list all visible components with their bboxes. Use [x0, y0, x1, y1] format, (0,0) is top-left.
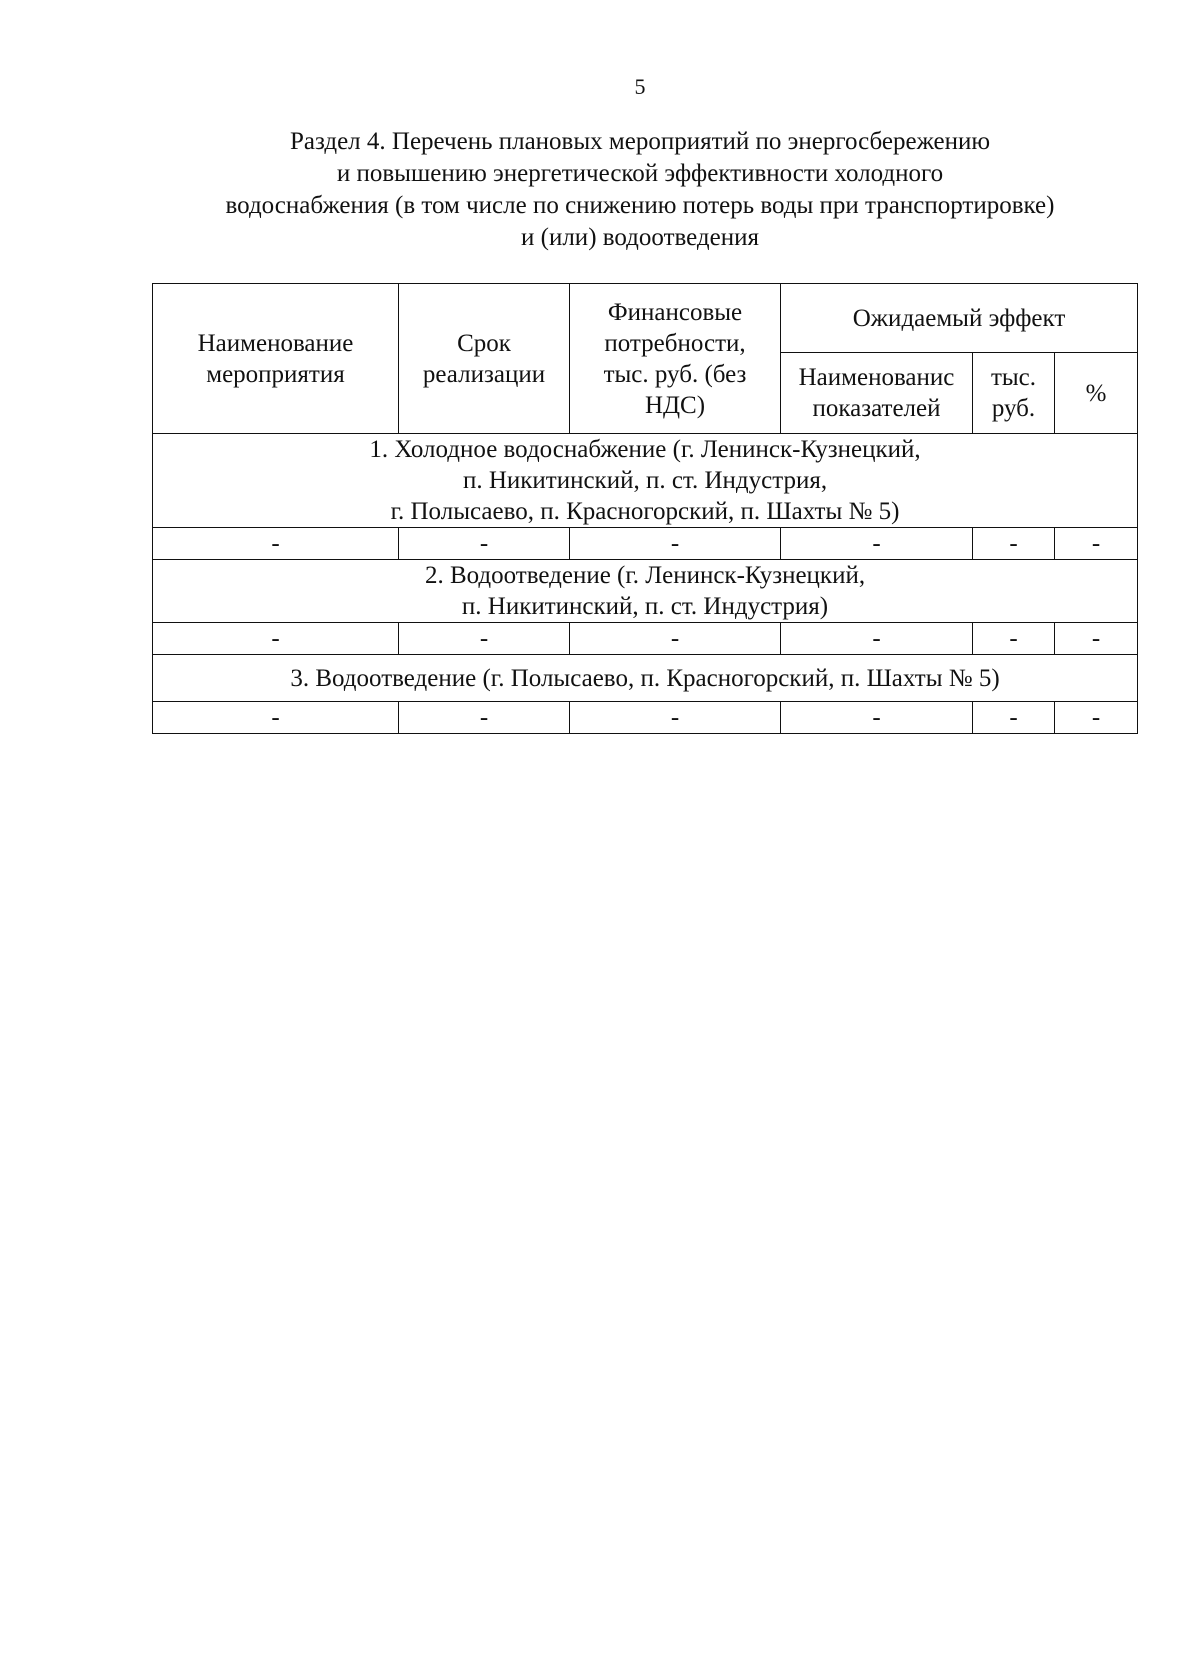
header-thousand-rub: тыс. руб. — [973, 353, 1055, 434]
page-number: 5 — [634, 74, 646, 99]
table-cell: - — [973, 702, 1055, 734]
table-cell: - — [399, 528, 570, 560]
heading-line: и повышению энергетической эффективности холодного — [336, 160, 944, 187]
table-cell: - — [1055, 702, 1138, 734]
table-cell: - — [153, 623, 399, 655]
table-row — [153, 623, 1138, 655]
section-title-line: п. Никитинский, п. ст. Индустрия, — [462, 467, 828, 494]
header-name: Наименование мероприятия — [153, 284, 399, 434]
table-cell: - — [781, 528, 973, 560]
table-cell: - — [570, 623, 781, 655]
table-cell: - — [153, 528, 399, 560]
section-title — [153, 560, 1138, 623]
section-title-line: п. Никитинский, п. ст. Индустрия) — [461, 593, 829, 620]
header-indicators: Наименованис показателей — [781, 353, 973, 434]
table-cell: - — [1055, 623, 1138, 655]
section-heading — [180, 126, 1100, 254]
section-title-line: г. Полысаево, п. Красногорский, п. Шахты № 5) — [390, 498, 900, 525]
measures-table — [152, 283, 1138, 734]
table-cell: - — [570, 528, 781, 560]
heading-line: и (или) водоотведения — [521, 224, 759, 251]
table-row — [153, 528, 1138, 560]
section-title-row — [153, 655, 1138, 702]
table-cell: - — [399, 702, 570, 734]
table-cell: - — [399, 623, 570, 655]
section-title-line: 3. Водоотведение (г. Полысаево, п. Красногорский, п. Шахты № 5) — [290, 664, 1000, 692]
heading-line: водоснабжения (в том числе по снижению потерь воды при транспортировке) — [225, 192, 1055, 219]
table-cell: - — [973, 623, 1055, 655]
table-cell: - — [781, 702, 973, 734]
table-cell: - — [570, 702, 781, 734]
table-row — [153, 702, 1138, 734]
section-title-line: 2. Водоотведение (г. Ленинск-Кузнецкий, — [424, 562, 866, 589]
section-title — [153, 434, 1138, 528]
header-percent: % — [1055, 353, 1138, 434]
section-title-line: 1. Холодное водоснабжение (г. Ленинск-Кузнецкий, — [369, 436, 921, 463]
header-finance: Финансовые потребности, тыс. руб. (без НДС) — [570, 284, 781, 434]
header-effect: Ожидаемый эффект — [781, 284, 1138, 353]
section-title — [153, 655, 1138, 702]
heading-line: Раздел 4. Перечень плановых мероприятий по энергосбережению — [289, 128, 991, 155]
table-cell: - — [153, 702, 399, 734]
section-title-row — [153, 560, 1138, 623]
table-cell: - — [973, 528, 1055, 560]
section-title-row — [153, 434, 1138, 528]
table-cell: - — [781, 623, 973, 655]
table-cell: - — [1055, 528, 1138, 560]
table-header-row — [153, 284, 1138, 353]
header-period: Срок реализации — [399, 284, 570, 434]
